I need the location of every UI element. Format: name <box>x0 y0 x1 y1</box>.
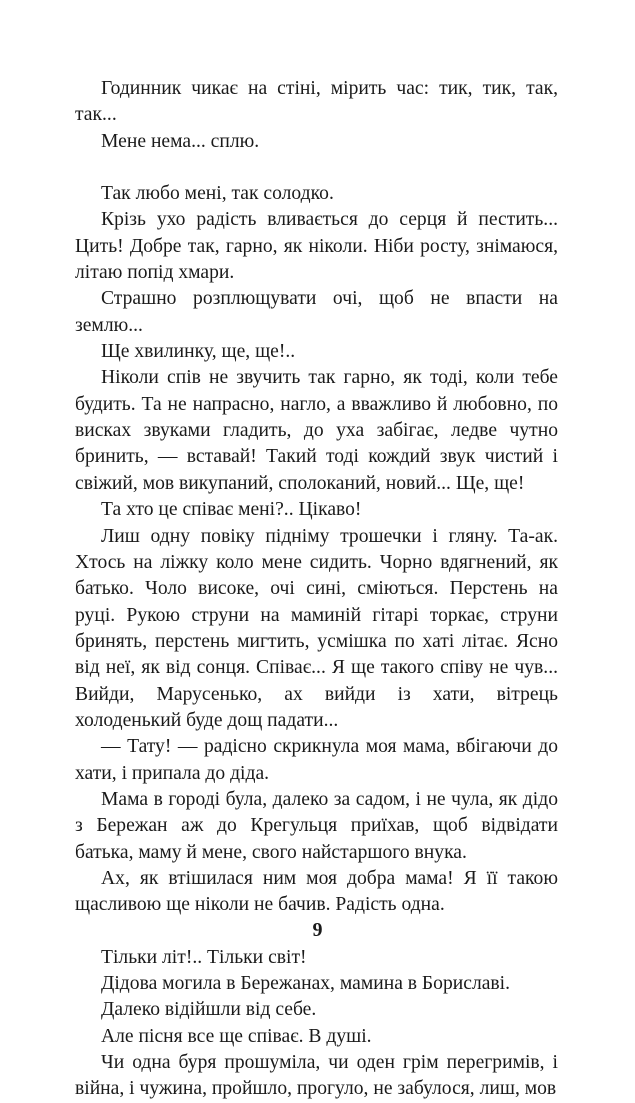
paragraph: Далеко відійшли від себе. <box>101 999 317 1021</box>
paragraph: — Тату! — радісно скрикнула моя мама, вбігаючи до хати, і припала до діда. <box>75 736 558 784</box>
paragraph: Але пісня все ще співає. В душі. <box>101 1025 372 1047</box>
paragraph: Та хто це співає мені?.. Цікаво! <box>101 499 362 521</box>
paragraph: Годинник чикає на стіні, мірить час: тик, тик, так, так... <box>75 78 558 126</box>
paragraph: Дідова могила в Бережанах, мамина в Бориславі. <box>101 973 511 994</box>
paragraph: Ніколи спів не звучить так гарно, як тоді, коли тебе будить. Та не напрасно, нагло, а вважливо й любовно, по висках звуками гладить, до уха забігає, ледве чутно бринить, — вставай! Такий тоді кождий звук чистий і свіжий, мов викупаний, сполоканий, новий... Ще, ще! <box>75 367 558 494</box>
paragraph: Ах, як втішилася ним моя добра мама! Я її такою щасливою ще ніколи не бачив. Радість одна. <box>75 867 558 916</box>
paragraph: Страшно розплющувати очі, щоб не впасти на землю... <box>75 288 558 336</box>
paragraph: Мама в городі була, далеко за садом, і не чула, як дідо з Бережан аж до Крегульця приїхав, щоб відвідати батька, маму й мене, свого найстаршого внука. <box>75 788 558 863</box>
paragraph: Тільки літ!.. Тільки світ! <box>101 946 307 968</box>
body-text <box>75 76 558 1103</box>
page-number: 9 <box>312 919 323 941</box>
paragraph: Лиш одну повіку підніму трошечки і гляну. Та-ак. Хтось на ліжку коло мене сидить. Чорно вдягнений, як батько. Чоло високе, очі сині, сміються. Перстень на руці. Рукою струни на маминій гітарі торкає, струни бринять, перстень мигтить, усмішка по хаті літає. Ясно від неї, як від сонця. Співає... Я ще такого співу не чув... Вийди, Марусенько, ах вийди із хати, вітрець холоденький буде дощ падати... <box>75 525 558 731</box>
paragraph: Так любо мені, так солодко. <box>101 183 334 205</box>
paragraph: Мене нема... сплю. <box>101 130 260 152</box>
paragraph: Крізь ухо радість вливається до серця й пестить... Цить! Добре так, гарно, як ніколи. Ніби росту, знімаюся, літаю попід хмари. <box>75 209 558 284</box>
paragraph: Чи одна буря прошуміла, чи оден грім перегримів, і війна, і чужина, пройшло, прогуло, не забулося, лиш, мов <box>75 1052 558 1100</box>
paragraph: Ще хвилинку, ще, ще!.. <box>101 341 296 363</box>
